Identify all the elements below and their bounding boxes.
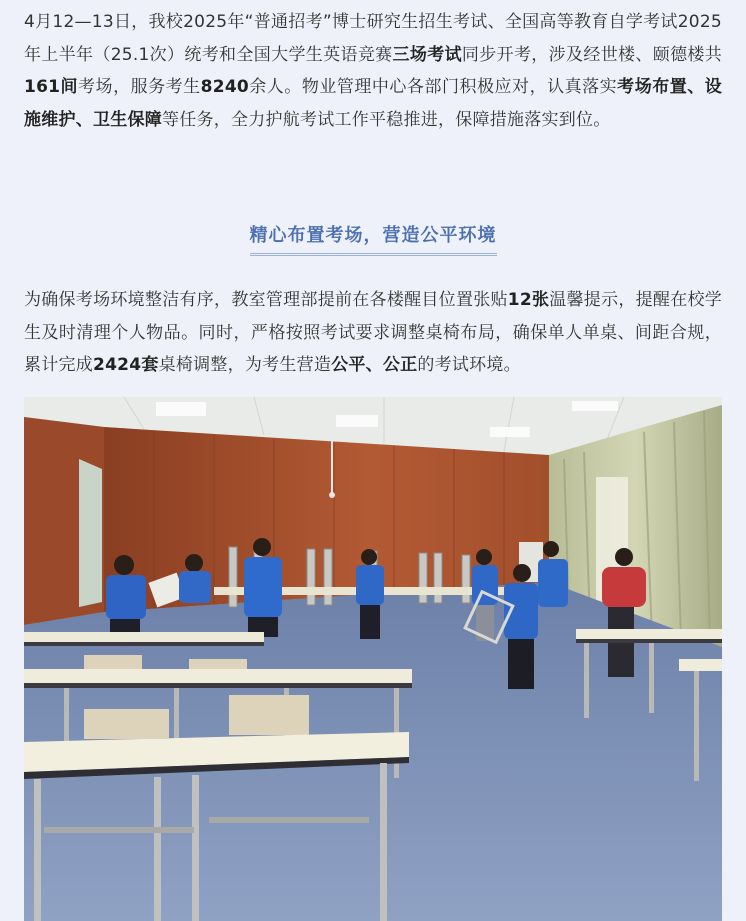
bold-run: 公平、公正 bbox=[331, 355, 418, 375]
ceiling-light bbox=[156, 402, 206, 416]
text-run: 为确保考场环境整洁有序，教室管理部提前在各楼醒目位置张贴 bbox=[24, 290, 508, 310]
text-run: 桌椅调整，为考生营造 bbox=[158, 355, 332, 375]
text-run: 考场，服务考生 bbox=[78, 77, 201, 97]
door bbox=[79, 459, 102, 607]
bold-run: 考场布置、设施维护、卫生保障 bbox=[24, 77, 723, 130]
wall-socket bbox=[329, 492, 335, 498]
text-run: 温馨提示，提醒在校学生及时清理个人物品。同时，严格按照考试要求调整桌椅布局，确保单人单桌、间距合规，累计完成 bbox=[24, 290, 722, 375]
bold-run: 8240 bbox=[200, 77, 249, 97]
body-paragraph bbox=[24, 284, 722, 382]
bold-run: 2424套 bbox=[93, 355, 159, 375]
bold-run: 12张 bbox=[507, 290, 550, 310]
intro-paragraph bbox=[24, 6, 722, 136]
classroom-photo bbox=[24, 397, 722, 921]
ceiling-light bbox=[336, 415, 378, 427]
section-heading-wrap bbox=[0, 221, 746, 256]
text-run: 余人。物业管理中心各部门积极应对，认真落实 bbox=[249, 77, 618, 97]
bold-run: 三场考试 bbox=[392, 44, 462, 65]
classroom-illustration bbox=[24, 397, 722, 921]
text-run: 等任务，全力护航考试工作平稳推进，保障措施落实到位。 bbox=[162, 109, 611, 130]
text-run: 4月12—13日，我校2025年“普通招考”博士研究生招生考试、全国高等教育自学考试2025年上半年（25.1次）统考和全国大学生英语竞赛 bbox=[24, 12, 722, 65]
ceiling-light bbox=[572, 401, 618, 411]
text-run: 的考试环境。 bbox=[417, 355, 521, 375]
section-heading: 精心布置考场，营造公平环境 bbox=[250, 221, 497, 256]
ceiling-light bbox=[490, 427, 530, 437]
text-run: 同步开考，涉及经世楼、颐德楼共 bbox=[461, 44, 723, 65]
bold-run: 161间 bbox=[24, 77, 79, 97]
